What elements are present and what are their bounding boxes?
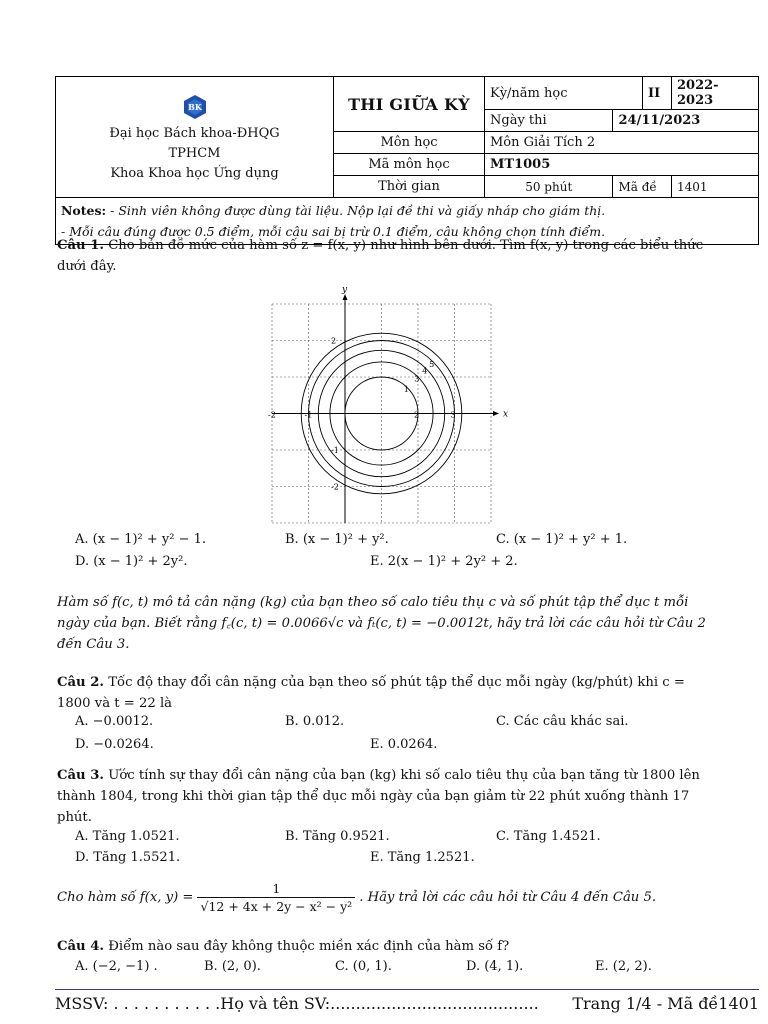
level-curve-label: 4 (422, 366, 428, 376)
exam-title: THI GIỮA KỲ (334, 77, 485, 132)
q1-option-c[interactable]: C. (x − 1)² + y² + 1. (496, 532, 628, 547)
q4-option-a[interactable]: A. (−2, −1) . (75, 959, 158, 974)
y-tick-label: -1 (331, 446, 339, 455)
intro-q4-q5 (57, 880, 717, 915)
subject-value: Môn Giải Tích 2 (485, 132, 759, 154)
fraction-denominator: √12 + 4x + 2y − x² − y² (197, 897, 355, 915)
q1-option-a[interactable]: A. (x − 1)² + y² − 1. (75, 532, 207, 547)
y-axis-label: y (342, 285, 348, 295)
university-city: TPHCM (168, 146, 221, 161)
q2-option-a[interactable]: A. −0.0012. (75, 714, 154, 729)
question-3 (57, 765, 717, 828)
q3-option-a[interactable]: A. Tăng 1.0521. (75, 829, 180, 844)
notes-label: Notes: (61, 203, 107, 218)
faculty-name: Khoa Khoa học Ứng dụng (110, 166, 279, 181)
date-value: 24/11/2023 (613, 110, 759, 132)
intro-q2-q3: Hàm số f(c, t) mô tả cân nặng (kg) của bạn theo số calo tiêu thụ c và số phút tập thể dục t mỗi ngày của bạn. Biết rằng f꜀(c, t) = 0.0066√c và fₜ(c, t) = −0.0012t, hãy trả lời các câu hỏi từ Câu 2 đến Câu 3. (57, 595, 706, 652)
question-2-label: Câu 2. (57, 675, 104, 690)
y-tick-label: 2 (331, 336, 337, 346)
q2-option-e[interactable]: E. 0.0264. (370, 737, 438, 752)
level-curve-label: 1 (403, 385, 409, 395)
q1-option-b[interactable]: B. (x − 1)² + y². (285, 532, 389, 547)
q4-option-e[interactable]: E. (2, 2). (595, 959, 652, 974)
notes-line-1: - Sinh viên không được dùng tài liệu. Nộp lại đề thi và giấy nháp cho giám thị. (106, 203, 606, 218)
year-value: 2022-2023 (672, 77, 759, 110)
subject-label: Môn học (334, 132, 485, 154)
intro-q4-prefix: Cho hàm số f(x, y) = (57, 890, 194, 905)
question-1-label: Câu 1. (57, 238, 104, 253)
university-cell (56, 77, 334, 198)
x-axis-arrow (493, 411, 499, 416)
fraction (197, 880, 355, 915)
chart-axes (272, 294, 499, 523)
x-tick-label: -1 (304, 410, 313, 420)
date-label: Ngày thi (485, 110, 613, 132)
q4-option-c[interactable]: C. (0, 1). (335, 959, 392, 974)
level-curve-label: 5 (429, 359, 435, 369)
intro-q4-suffix: . Hãy trả lời các câu hỏi từ Câu 4 đến Câu 5. (359, 890, 657, 905)
question-3-label: Câu 3. (57, 768, 104, 783)
code-label: Mã môn học (334, 154, 485, 176)
q3-option-c[interactable]: C. Tăng 1.4521. (496, 829, 601, 844)
question-2 (57, 672, 717, 714)
x-tick-label: 3 (450, 410, 456, 420)
question-2-text: Tốc độ thay đổi cân nặng của bạn theo số phút tập thể dục mỗi ngày (kg/phút) khi c = 1800 và t = 22 là (57, 675, 685, 711)
question-3-text: Ước tính sự thay đổi cân nặng của bạn (kg) khi số calo tiêu thụ của bạn tăng từ 1800 lên thành 1804, trong khi thời gian tập thể dục mỗi ngày của bạn giảm từ 22 phút xuống thành 17 phút. (57, 768, 700, 825)
x-tick-label: 2 (414, 410, 420, 420)
level-curve-label: 3 (414, 374, 420, 384)
code-value: MT1005 (485, 154, 759, 176)
header-table (55, 76, 759, 245)
q1-option-d[interactable]: D. (x − 1)² + 2y². (75, 554, 188, 569)
page-footer (55, 989, 759, 1013)
q4-option-d[interactable]: D. (4, 1). (466, 959, 524, 974)
level-curves-chart (266, 285, 509, 515)
footer-page-info: Trang 1/4 - Mã đề1401 (572, 994, 759, 1013)
q1-option-e[interactable]: E. 2(x − 1)² + 2y² + 2. (370, 554, 518, 569)
q3-option-d[interactable]: D. Tăng 1.5521. (75, 850, 181, 865)
question-4-label: Câu 4. (57, 939, 104, 954)
exam-code-value: 1401 (672, 176, 759, 198)
notes-line-2: - Mỗi câu đúng được 0.5 điểm, mỗi câu sai bị trừ 0.1 điểm, câu không chọn tính điểm. (61, 224, 606, 239)
x-axis-label: x (503, 409, 509, 420)
y-tick-label: -2 (331, 482, 339, 492)
question-1-text: Cho bản đồ mức của hàm số z = f(x, y) như hình bên dưới. Tìm f(x, y) trong các biểu thức dưới đây. (57, 238, 704, 274)
q2-option-d[interactable]: D. −0.0264. (75, 737, 154, 752)
logo-text: BK (187, 102, 202, 112)
question-4 (57, 936, 717, 957)
fraction-numerator: 1 (272, 881, 281, 896)
footer-student-info: MSSV: . . . . . . . . . . .Họ và tên SV:......................................... (55, 994, 539, 1013)
q3-option-b[interactable]: B. Tăng 0.9521. (285, 829, 390, 844)
q4-option-b[interactable]: B. (2, 0). (204, 959, 261, 974)
q2-option-c[interactable]: C. Các câu khác sai. (496, 714, 629, 729)
question-4-text: Điểm nào sau đây không thuộc miền xác định của hàm số f? (108, 939, 510, 954)
university-logo-icon (182, 94, 208, 120)
exam-code-label: Mã đề (613, 176, 672, 198)
time-label: Thời gian (334, 176, 485, 198)
university-name: Đại học Bách khoa-ĐHQG (109, 126, 280, 141)
q2-option-b[interactable]: B. 0.012. (285, 714, 345, 729)
term-value: II (643, 77, 672, 110)
term-label: Kỳ/năm học (485, 77, 643, 110)
x-tick-label: -2 (268, 410, 276, 420)
q3-option-e[interactable]: E. Tăng 1.2521. (370, 850, 475, 865)
question-1 (57, 235, 717, 277)
time-value: 50 phút (485, 176, 613, 198)
chart-labels (268, 285, 508, 492)
